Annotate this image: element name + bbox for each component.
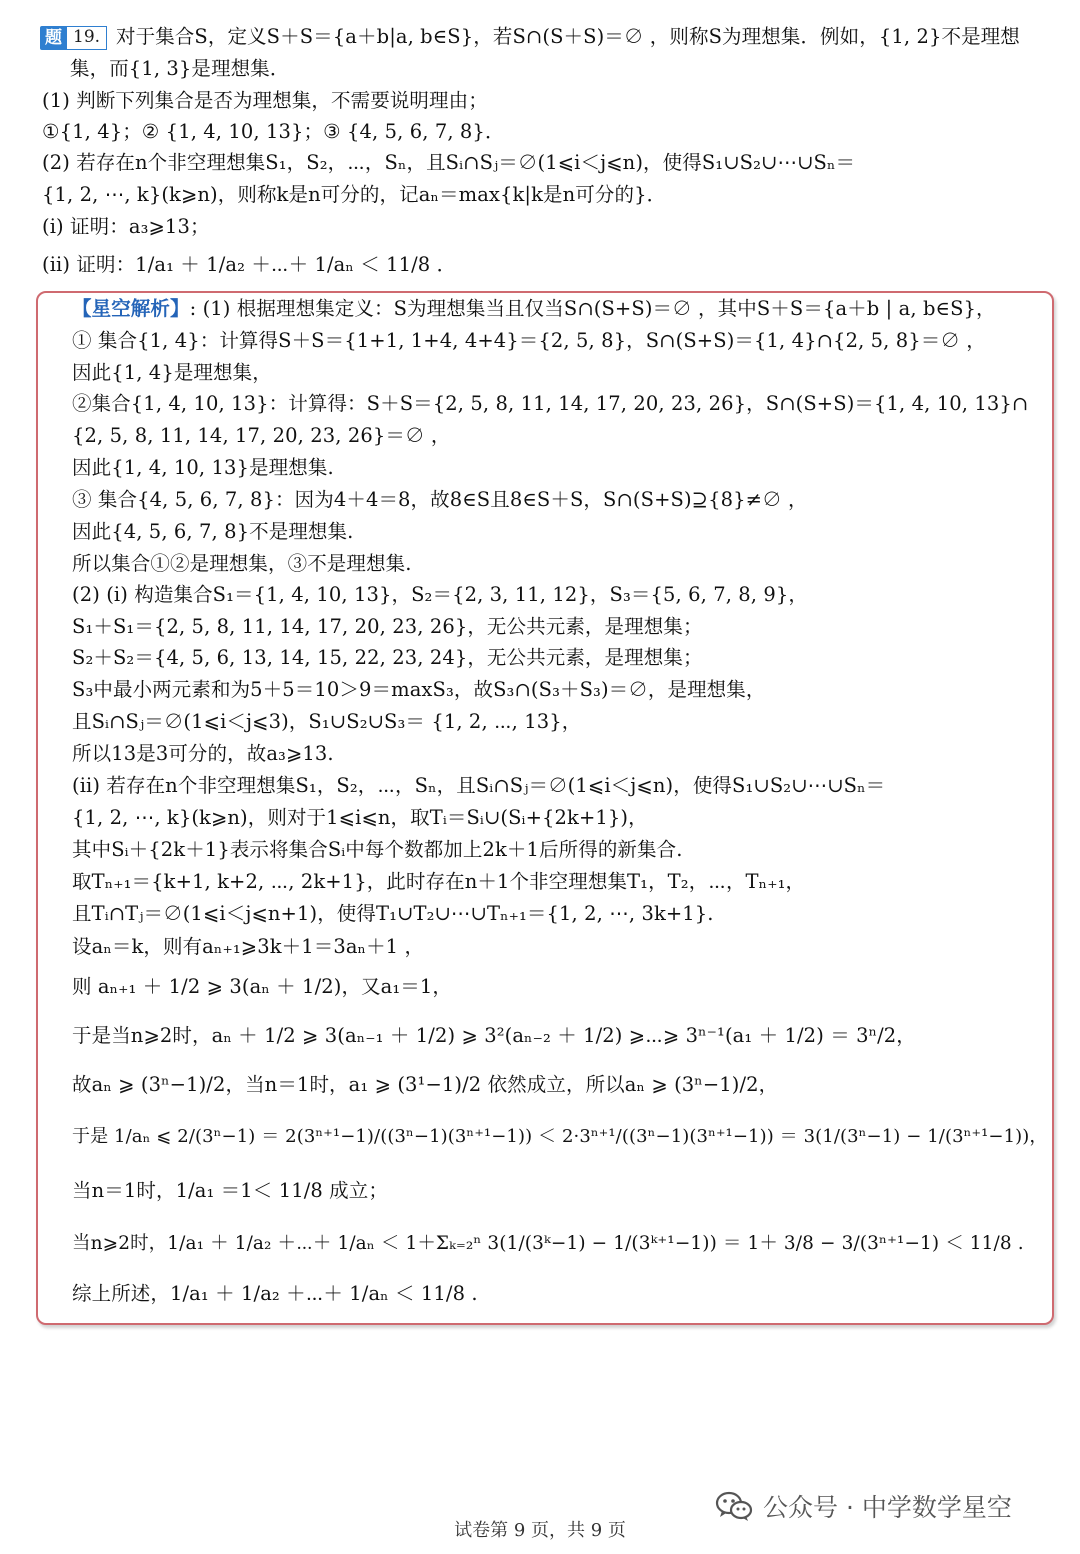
solution-line: S₂＋S₂＝{4, 5, 6, 13, 14, 15, 22, 23, 24}，无公共元素，是理想集； (72, 646, 703, 669)
solution-line: (ii) 若存在n个非空理想集S₁，S₂，⋯，Sₙ，且Sᵢ∩Sⱼ＝∅(1⩽i＜j⩽n)，使得S₁∪S₂∪⋯∪Sₙ＝ (72, 774, 886, 797)
solution-line: 所以13是3可分的，故a₃⩾13. (72, 742, 334, 765)
solution-line: (2) (i) 构造集合S₁＝{1, 4, 10, 13}，S₂＝{2, 3, 11, 12}，S₃＝{5, 6, 7, 8, 9}， (72, 583, 809, 606)
question-line: (2) 若存在n个非空理想集S₁，S₂，⋯，Sₙ，且Sᵢ∩Sⱼ＝∅(1⩽i＜j⩽n)，使得S₁∪S₂∪⋯∪Sₙ＝ (42, 151, 856, 174)
question-line: 对于集合S，定义S＋S＝{a＋b|a, b∈S}，若S∩(S＋S)＝∅ ，则称S为理想集．例如，{1, 2}不是理想 (116, 25, 1020, 48)
solution-line: 设aₙ＝k，则有aₙ₊₁⩾3k＋1＝3aₙ＋1 ， (72, 935, 425, 958)
solution-line: 取Tₙ₊₁＝{k+1, k+2, ⋯, 2k+1}，此时存在n＋1个非空理想集T₁，T₂，⋯，Tₙ₊₁， (72, 870, 806, 893)
solution-line: 当n＝1时，1/a₁ ＝1＜ 11/8 成立； (72, 1179, 388, 1202)
solution-line: 于是当n⩾2时，aₙ ＋ 1/2 ⩾ 3(aₙ₋₁ ＋ 1/2) ⩾ 3²(aₙ₋₂ ＋ 1/2) ⩾⋯⩾ 3ⁿ⁻¹(a₁ ＋ 1/2) ＝ 3ⁿ/2， (72, 1024, 916, 1047)
solution-line: {2, 5, 8, 11, 14, 17, 20, 23, 26}＝∅ ， (72, 424, 451, 447)
solution-line (72, 294, 996, 324)
solution-line: 则 aₙ₊₁ ＋ 1/2 ⩾ 3(aₙ ＋ 1/2)，又a₁＝1， (72, 975, 452, 998)
question-line: (1) 判断下列集合是否为理想集，不需要说明理由； (42, 89, 488, 112)
solution-line: S₃中最小两元素和为5＋5＝10＞9＝maxS₃，故S₃∩(S₃＋S₃)＝∅，是理想集， (72, 678, 766, 701)
solution-line: 因此{4, 5, 6, 7, 8}不是理想集. (72, 520, 354, 543)
solution-line: ②集合{1, 4, 10, 13}：计算得：S＋S＝{2, 5, 8, 11, 14, 17, 20, 23, 26}，S∩(S+S)＝{1, 4, 10, 13}∩ (72, 392, 1029, 415)
solution-line: ③ 集合{4, 5, 6, 7, 8}：因为4＋4＝8，故8∈S且8∈S＋S，S∩(S+S)⊇{8}≠∅ ， (72, 488, 808, 511)
question-line: 集，而{1, 3}是理想集． (70, 57, 290, 80)
question-badge-label: 题 (40, 26, 67, 50)
solution-line: {1, 2, ⋯, k}(k⩾n)，则对于1⩽i⩽n，取Tᵢ＝Sᵢ∪(Sᵢ+{2k+1})， (72, 806, 648, 829)
solution-line: 于是 1/aₙ ⩽ 2/(3ⁿ−1) ＝ 2(3ⁿ⁺¹−1)/((3ⁿ−1)(3ⁿ⁺¹−1)) ＜ 2·3ⁿ⁺¹/((3ⁿ−1)(3ⁿ⁺¹−1)) ＝ 3(1/(3ⁿ−1) − 1/(3ⁿ⁺¹−1))， (72, 1126, 1048, 1147)
question-line: (ii) 证明：1/a₁ ＋ 1/a₂ ＋⋯＋ 1/aₙ ＜ 11/8 ． (42, 253, 457, 276)
solution-line: 且Tᵢ∩Tⱼ＝∅(1⩽i＜j⩽n+1)，使得T₁∪T₂∪⋯∪Tₙ₊₁＝{1, 2, ⋯, 3k+1}. (72, 902, 714, 925)
solution-line: 且Sᵢ∩Sⱼ＝∅(1⩽i＜j⩽3)，S₁∪S₂∪S₃＝ {1, 2, ⋯, 13}， (72, 710, 582, 733)
solution-line-text: : (1) 根据理想集定义：S为理想集当且仅当S∩(S+S)＝∅ ，其中S＋S＝{a＋b | a, b∈S}， (189, 297, 996, 320)
solution-line: 其中Sᵢ＋{2k＋1}表示将集合Sᵢ中每个数都加上2k＋1后所得的新集合. (72, 838, 683, 861)
solution-line: 综上所述，1/a₁ ＋ 1/a₂ ＋⋯＋ 1/aₙ ＜ 11/8 . (72, 1282, 478, 1305)
solution-label: 【星空解析】 (72, 297, 190, 320)
solution-line: 所以集合①②是理想集，③不是理想集. (72, 552, 412, 575)
solution-line: 因此{1, 4}是理想集， (72, 361, 272, 384)
question-badge (40, 26, 107, 50)
page-footer: 试卷第 9 页，共 9 页 (454, 1520, 626, 1541)
solution-line: S₁＋S₁＝{2, 5, 8, 11, 14, 17, 20, 23, 26}，无公共元素，是理想集； (72, 615, 703, 638)
solution-line: ① 集合{1, 4}：计算得S＋S＝{1+1, 1+4, 4+4}＝{2, 5, 8}，S∩(S+S)＝{1, 4}∩{2, 5, 8}＝∅ ， (72, 329, 986, 352)
watermark-text: 公众号 · 中学数学星空 (763, 1493, 1012, 1522)
solution-line: 当n⩾2时，1/a₁ ＋ 1/a₂ ＋⋯＋ 1/aₙ ＜ 1＋Σₖ₌₂ⁿ 3(1/(3ᵏ−1) − 1/(3ᵏ⁺¹−1)) ＝ 1＋ 3/8 − 3/(3ⁿ⁺¹−1) ＜ 11/8 . (72, 1233, 1024, 1254)
question-badge-number: 19. (67, 26, 107, 50)
solution-line: 故aₙ ⩾ (3ⁿ−1)/2，当n＝1时，a₁ ⩾ (3¹−1)/2 依然成立，所以aₙ ⩾ (3ⁿ−1)/2， (72, 1073, 779, 1096)
solution-line: 因此{1, 4, 10, 13}是理想集. (72, 456, 334, 479)
question-line: {1, 2, ⋯, k}(k⩾n)，则称k是n可分的，记aₙ＝max{k|k是n可分的}． (42, 183, 667, 206)
question-line: ①{1, 4}；② {1, 4, 10, 13}；③ {4, 5, 6, 7, 8}． (42, 120, 505, 143)
question-line: (i) 证明：a₃⩾13； (42, 215, 210, 238)
